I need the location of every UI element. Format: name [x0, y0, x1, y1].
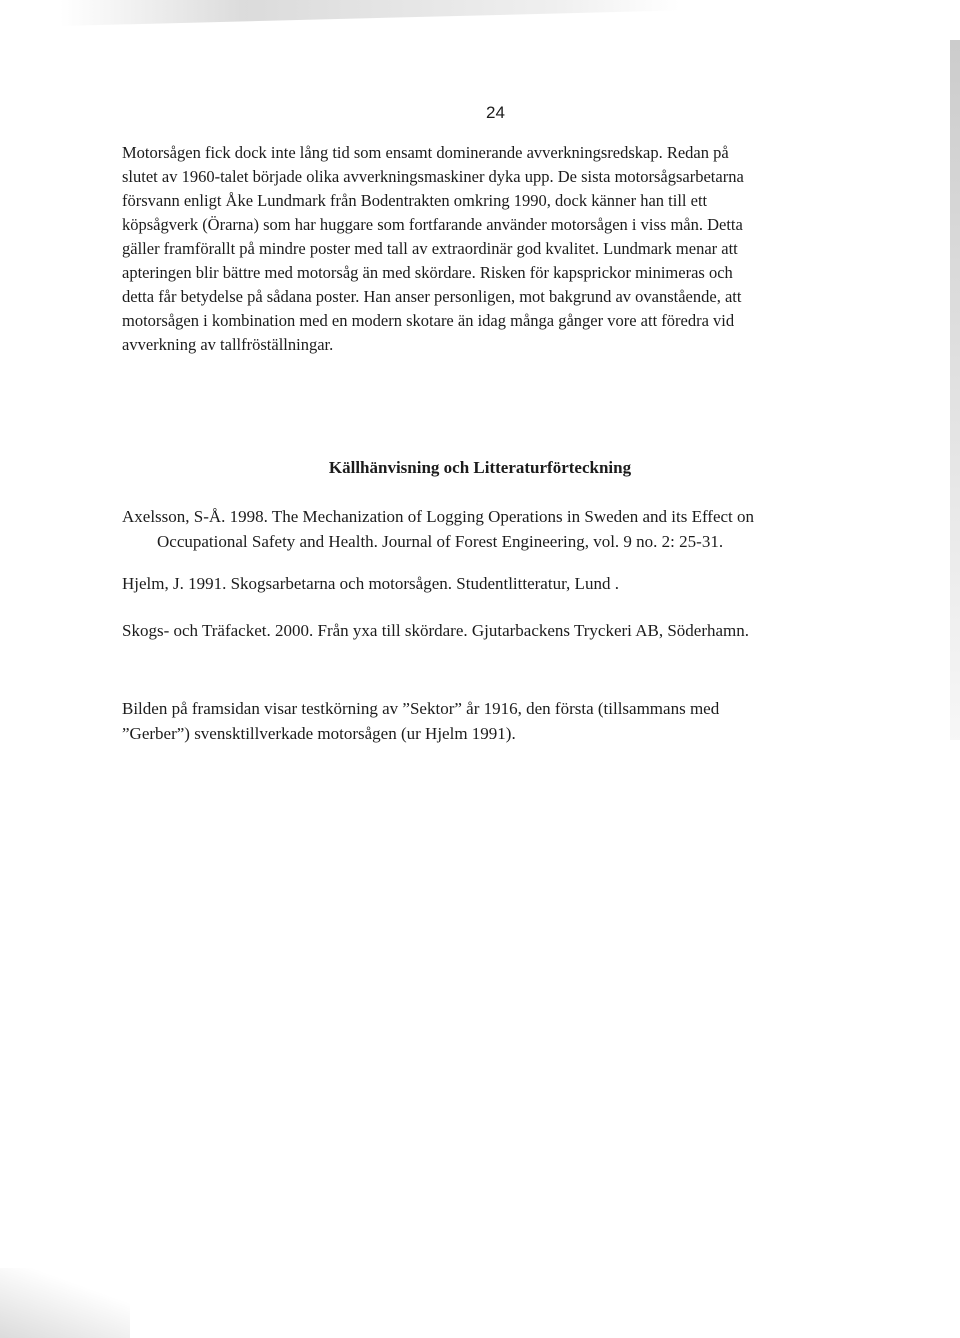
paragraph-line: apteringen blir bättre med motorsåg än med skördare. Risken för kapsprickor minimeras och [122, 263, 733, 282]
page-number: 24 [486, 103, 505, 122]
paragraph-line: Motorsågen fick dock inte lång tid som ensamt dominerande avverkningsredskap. Redan på [122, 143, 729, 162]
paragraph-line: motorsågen i kombination med en modern skotare än idag många gånger vore att föredra vid [122, 311, 735, 330]
cover-image-caption [122, 696, 882, 746]
reference-entry [122, 504, 882, 554]
reference-entry [122, 571, 882, 596]
references-heading: Källhänvisning och Litteraturförteckning [328, 458, 632, 477]
paragraph-line: försvann enligt Åke Lundmark från Bodentrakten omkring 1990, dock känner han till ett [122, 191, 708, 210]
paragraph-line: köpsågverk (Örarna) som har huggare som fortfarande använder motorsågen i viss mån. Detta [122, 215, 743, 234]
body-paragraph [122, 141, 862, 357]
paragraph-line: gäller framförallt på mindre poster med tall av extraordinär god kvalitet. Lundmark menar att [122, 239, 738, 258]
caption-line: ”Gerber”) svensktillverkade motorsågen (ur Hjelm 1991). [122, 724, 516, 743]
paragraph-line: slutet av 1960-talet började olika avverkningsmaskiner dyka upp. De sista motorsågsarbetarna [122, 167, 744, 186]
paragraph-line: detta får betydelse på sådana poster. Han anser personligen, mot bakgrund av ovanstående, att [122, 287, 742, 306]
reference-continuation: Occupational Safety and Health. Journal of Forest Engineering, vol. 9 no. 2: 25-31. [157, 532, 724, 551]
scan-shadow-top [60, 0, 680, 26]
scan-shadow-bottom [0, 1268, 130, 1338]
reference-entry [122, 618, 882, 643]
caption-line: Bilden på framsidan visar testkörning av ”Sektor” år 1916, den första (tillsammans med [122, 699, 720, 718]
reference-first-line: Skogs- och Träfacket. 2000. Från yxa till skördare. Gjutarbackens Tryckeri AB, Söderhamn. [122, 621, 750, 640]
reference-first-line: Hjelm, J. 1991. Skogsarbetarna och motorsågen. Studentlitteratur, Lund . [122, 574, 619, 593]
paragraph-line: avverkning av tallfröställningar. [122, 335, 334, 354]
scan-shadow-right [950, 40, 960, 740]
reference-first-line: Axelsson, S-Å. 1998. The Mechanization of Logging Operations in Sweden and its Effect on [122, 507, 755, 526]
